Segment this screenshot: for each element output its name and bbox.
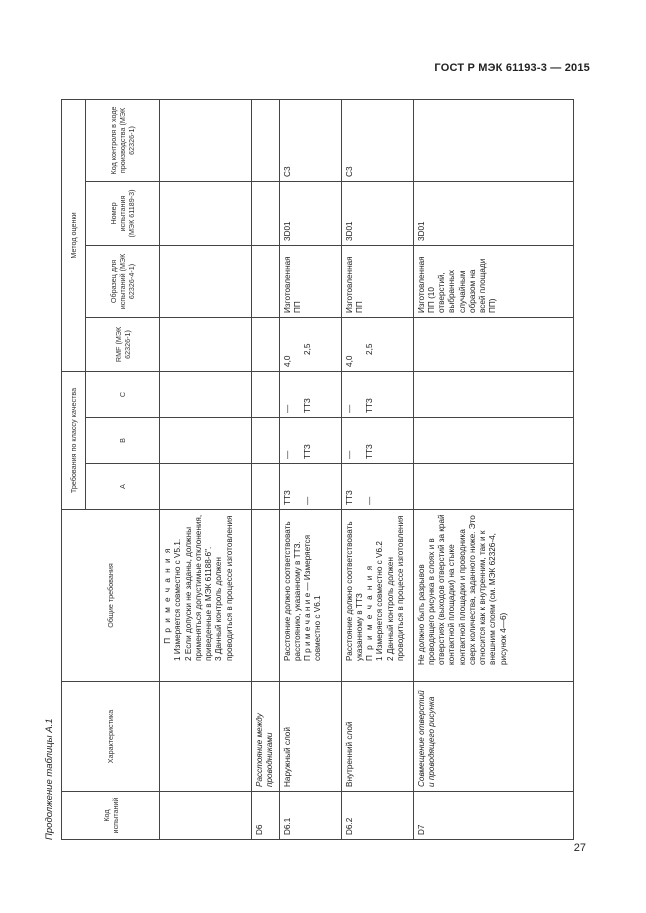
note-row-general — [160, 510, 252, 682]
class-a-cell: ТТЗ — — [341, 464, 413, 510]
class-c-cell: — ТТЗ — [279, 371, 341, 417]
note-title: П р и м е ч а н и я — [163, 547, 172, 644]
table-row — [279, 99, 341, 839]
col-rmf: RMF (МЭК 62326-1) — [86, 317, 160, 371]
control-cell: C3 — [341, 99, 413, 181]
general-cell — [341, 510, 413, 682]
characteristic-cell: Расстояние между проводниками — [252, 682, 280, 792]
col-general: Общие требования — [62, 510, 160, 682]
test-num-cell: 3D01 — [413, 181, 573, 245]
col-quality-group: Требования по классу качества — [62, 371, 86, 509]
page-number: 27 — [573, 842, 586, 854]
table-row — [252, 99, 280, 839]
characteristic-cell: Наружный слой — [279, 682, 341, 792]
class-a-cell: ТТЗ — — [279, 464, 341, 510]
class-b-cell: — ТТЗ — [279, 418, 341, 464]
note-line: 3 Данный контроль должен проводиться в процессе изготовления — [214, 515, 234, 661]
code-cell: D6 — [252, 792, 280, 840]
general-note: П р и м е ч а н и е — Измеряется совместно с V6.1 — [303, 534, 323, 661]
rmf-cell: 4,0 2,5 — [341, 317, 413, 371]
control-cell: C3 — [279, 99, 341, 181]
sample-cell: Изготовленная ПП — [279, 245, 341, 317]
test-num-cell: 3D01 — [279, 181, 341, 245]
table-row — [341, 99, 413, 839]
col-test-num: Номер испытания (МЭК 61189-3) — [86, 181, 160, 245]
general-note: 2 Данный контроль должен проводиться в процессе изготовления — [385, 515, 405, 661]
col-control: Код контроля в ходе производства (МЭК 62326-1) — [86, 99, 160, 181]
general-cell: Не должно быть разрывов проводящего рисунка в слоях и в отверстиях (выходов отверстий за край контактной площадки) на стыке контактной площадки и проводника сверх количества, заданного ниже. Это относится как к внутренним, так и к внешним слоям (см. МЭК 62326-4, рисунок 4—6) — [413, 510, 573, 682]
table-caption: Продолжение таблицы А.1 — [44, 718, 55, 840]
col-characteristic: Характеристика — [62, 682, 160, 792]
general-main: Расстояние должно соответствовать расстоянию, указанному в ТТЗ. — [282, 521, 302, 661]
table-row — [413, 99, 573, 839]
rmf-cell: 4,0 2,5 — [279, 317, 341, 371]
rotated-table-page — [44, 65, 589, 840]
code-cell: D6.2 — [341, 792, 413, 840]
general-note-title: П р и м е ч а н и я — [365, 564, 374, 661]
sample-cell: Изготовленная ПП (10 отверстий, выбранных случайным образом на всей площади ПП) — [413, 245, 573, 317]
col-a: А — [86, 464, 160, 510]
table-row — [160, 99, 252, 839]
characteristic-cell: Совмещение отверстий и проводящего рисунка — [413, 682, 573, 792]
general-note: 1 Измеряется совместно с V6.2 — [375, 541, 385, 661]
col-code: Код испытаний — [62, 792, 160, 840]
requirements-table — [61, 99, 574, 840]
note-line: 1 Измеряется совместно с V5.1. — [173, 538, 183, 661]
header-row-1 — [62, 99, 86, 839]
standard-header: ГОСТ Р МЭК 61193-3 — 2015 — [434, 62, 590, 74]
sample-cell: Изготовленная ПП — [341, 245, 413, 317]
note-line: 2 Если допуски не заданы, должны применяться допустимые отклонения, приведенные в МЭК 61188-6". — [183, 514, 213, 661]
col-sample: Образец для испытаний (МЭК 62326-4-1) — [86, 245, 160, 317]
characteristic-cell: Внутренний слой — [341, 682, 413, 792]
col-b: В — [86, 418, 160, 464]
col-methods-group: Метод оценки — [62, 99, 86, 371]
general-main: Расстояние должно соответствовать указанному в ТТЗ — [344, 521, 364, 661]
general-cell — [279, 510, 341, 682]
code-cell: D6.1 — [279, 792, 341, 840]
code-cell: D7 — [413, 792, 573, 840]
class-b-cell: — ТТЗ — [341, 418, 413, 464]
test-num-cell: 3D01 — [341, 181, 413, 245]
class-c-cell: — ТТЗ — [341, 371, 413, 417]
col-c: С — [86, 371, 160, 417]
